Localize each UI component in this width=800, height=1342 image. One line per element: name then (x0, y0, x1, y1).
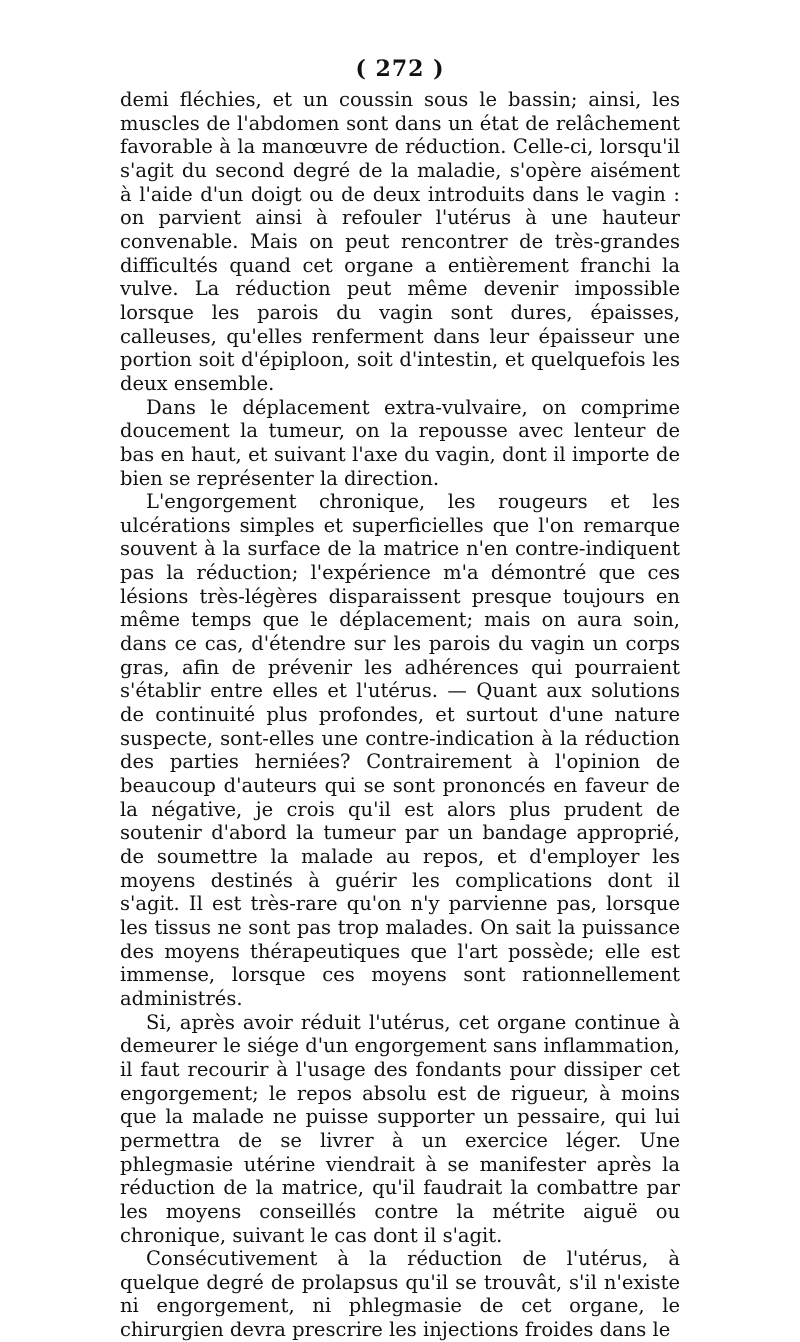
paragraph: Dans le déplacement extra-vulvaire, on comprime doucement la tumeur, on la repousse avec lenteur de bas en haut, et suivant l'axe du vagin, dont il importe de bien se représenter la direction. (120, 395, 680, 490)
paragraph: Consécutivement à la réduction de l'utérus, à quelque degré de prolapsus qu'il se trouvât, s'il n'existe ni engorgement, ni phlegmasie de cet organe, le chirurgien devra prescrire les injections froides dans le (120, 1247, 680, 1342)
page-number: ( 272 ) (355, 56, 445, 82)
body-text (120, 88, 680, 1342)
paragraph: L'engorgement chronique, les rougeurs et les ulcérations simples et superficielles que l'on remarque souvent à la surface de la matrice n'en contre-indiquent pas la réduction; l'expérience m'a démontré que ces lésions très-légères disparaissent presque toujours en même temps que le déplacement; mais on aura soin, dans ce cas, d'étendre sur les parois du vagin un corps gras, afin de prévenir les adhérences qui pourraient s'établir entre elles et l'utérus. — Quant aux solutions de continuité plus profondes, et surtout d'une nature suspecte, sont-elles une contre-indication à la réduction des parties herniées? Contrairement à l'opinion de beaucoup d'auteurs qui se sont prononcés en faveur de la négative, je crois qu'il est alors plus prudent de soutenir d'abord la tumeur par un bandage approprié, de soumettre la malade au repos, et d'employer les moyens destinés à guérir les complications dont il s'agit. Il est très-rare qu'on n'y parvienne pas, lorsque les tissus ne sont pas trop malades. On sait la puissance des moyens thérapeutiques que l'art possède; elle est immense, lorsque ces moyens sont rationnellement administrés. (120, 490, 680, 1010)
paragraph: Si, après avoir réduit l'utérus, cet organe continue à demeurer le siége d'un engorgement sans inflammation, il faut recourir à l'usage des fondants pour dissiper cet engorgement; le repos absolu est de rigueur, à moins que la malade ne puisse supporter un pessaire, qui lui permettra de se livrer à un exercice léger. Une phlegmasie utérine viendrait à se manifester après la réduction de la matrice, qu'il faudrait la combattre par les moyens conseillés contre la métrite aiguë ou chronique, suivant le cas dont il s'agit. (120, 1010, 680, 1247)
paragraph: demi fléchies, et un coussin sous le bassin; ainsi, les muscles de l'abdomen sont dans un état de relâchement favorable à la manœuvre de réduction. Celle-ci, lorsqu'il s'agit du second degré de la maladie, s'opère aisément à l'aide d'un doigt ou de deux introduits dans le vagin : on parvient ainsi à refouler l'utérus à une hauteur convenable. Mais on peut rencontrer de très-grandes difficultés quand cet organe a entièrement franchi la vulve. La réduction peut même devenir impossible lorsque les parois du vagin sont dures, épaisses, calleuses, qu'elles renferment dans leur épaisseur une portion soit d'épiploon, soit d'intestin, et quelquefois les deux ensemble. (120, 88, 680, 395)
